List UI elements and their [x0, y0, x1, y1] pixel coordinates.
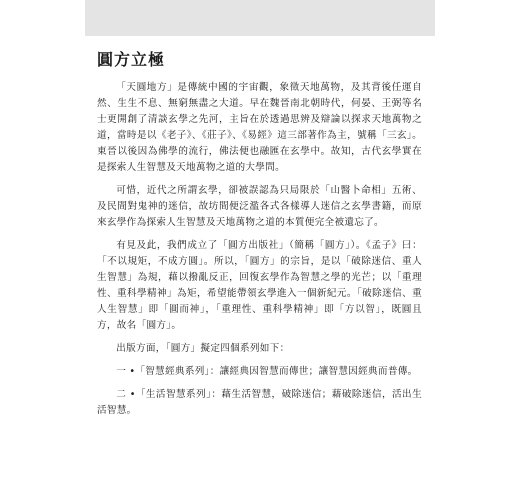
paragraph-series-intro: 出版方面，「圓方」擬定四個系列如下：: [116, 343, 290, 354]
paragraph-publisher-founding: 有見及此，我們成立了「圓方出版社」（簡稱「圓方」）。《孟子》曰：「不以規矩，不成方圓」。所以，「圓方」的宗旨，是以「破除迷信、重人生智慧」為規，藉以撥亂反正，回復玄學作為智慧之學的光芒；以「重理性、重科學精神」為矩，希望能帶領玄學進入一個新紀元。「破除迷信、重人生智慧」即「圓而神」，「重理性、重科學精神」即「方以智」，既圓且方，故名「圓方」。: [97, 240, 422, 331]
series-item-2: 二 •「生活智慧系列」：藉生活智慧，破除迷信；藉破除迷信，活出生活智慧。: [97, 389, 422, 416]
document-page: [97, 50, 422, 426]
paragraph-modern-misconception: 可惜，近代之所謂玄學，卻被誤認為只局限於「山醫卜命相」五術、及民間對鬼神的迷信，故坊間便泛濫各式各樣導人迷信之玄學書籍，而原來玄學作為探索人生智慧及天地萬物之道的本質便完全被遺忘了。: [97, 185, 422, 228]
paragraph-intro: 「天圓地方」是傳統中國的宇宙觀，象徵天地萬物，及其背後任運自然、生生不息、無窮無盡之大道。早在魏晉南北朝時代，何晏、王弼等名士更開創了清談玄學之先河，主旨在於透過思辨及辯論以探求天地萬物之道，當時是以《老子》、《莊子》、《易經》這三部著作為主，號稱「三玄」。東晉以後因為佛學的流行，佛法便也融匯在玄學中。故知，古代玄學實在是探索人生智慧及天地萬物之道的大學問。: [97, 82, 422, 173]
series-item-1: 一 •「智慧經典系列」：讓經典因智慧而傳世；讓智慧因經典而普傳。: [116, 366, 418, 377]
page-title: 圓方立極: [97, 50, 166, 69]
top-gray-band: [85, 0, 435, 36]
